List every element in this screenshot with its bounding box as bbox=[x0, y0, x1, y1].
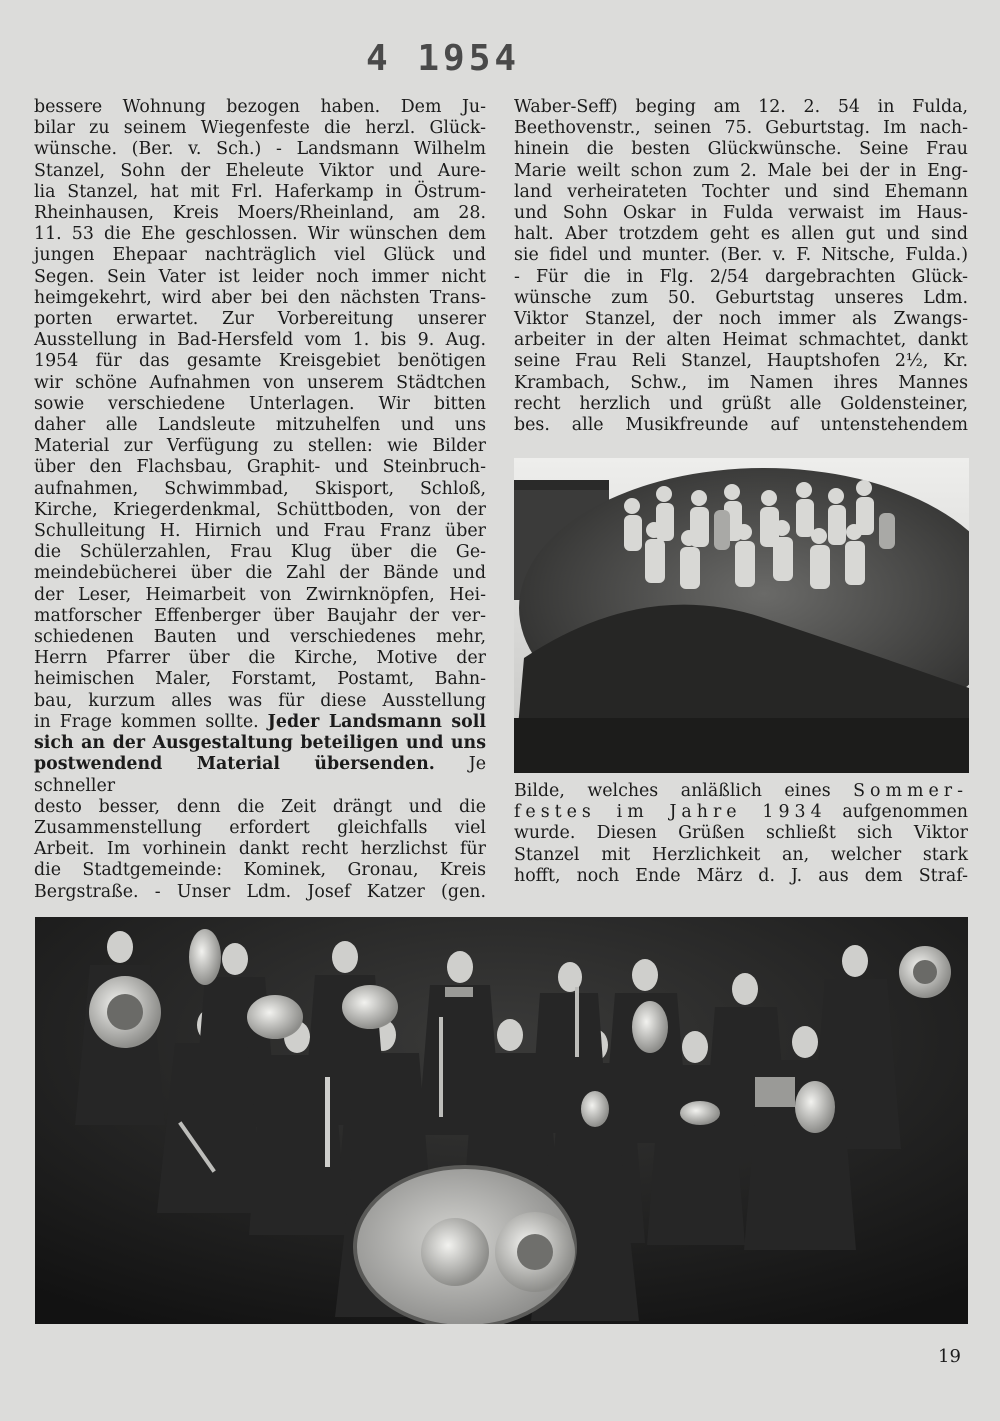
text-line: wünsche zum 50. Geburtstag unseres Ldm. bbox=[514, 287, 968, 308]
text-line bbox=[34, 754, 486, 796]
text-line: 11. 53 die Ehe geschlossen. Wir wünschen dem bbox=[34, 224, 486, 245]
text-line: sie fidel und munter. (Ber. v. F. Nitsche, Fulda.) bbox=[514, 245, 968, 266]
text-line: Kirche, Kriegerdenkmal, Schüttboden, von der bbox=[34, 499, 486, 520]
text-line: aufnahmen, Schwimmbad, Skisport, Schloß, bbox=[34, 478, 486, 499]
text-line: die Stadtgemeinde: Kominek, Gronau, Kreis bbox=[34, 860, 486, 881]
left-text-column bbox=[34, 97, 486, 903]
text-line: schiedenen Bauten und verschiedenes mehr, bbox=[34, 627, 486, 648]
text-line: Rheinhausen, Kreis Moers/Rheinland, am 28. bbox=[34, 203, 486, 224]
text-line: Zusammenstellung erfordert gleichfalls viel bbox=[34, 817, 486, 838]
text-line: hinein die besten Glückwünsche. Seine Frau bbox=[514, 139, 968, 160]
text-line bbox=[514, 802, 968, 823]
text-line: bau, kurzum alles was für diese Ausstellung bbox=[34, 690, 486, 711]
text-line: heimischen Maler, Forstamt, Postamt, Bahn- bbox=[34, 669, 486, 690]
text-line: und Sohn Oskar in Fulda verwaist im Haus- bbox=[514, 203, 968, 224]
text-line: arbeiter in der alten Heimat schmachtet, dankt bbox=[514, 330, 968, 351]
text-line: Herrn Pfarrer über die Kirche, Motive der bbox=[34, 648, 486, 669]
text-line: die Schülerzahlen, Frau Klug über die Ge- bbox=[34, 542, 486, 563]
spaced-word: Sommer- bbox=[853, 781, 968, 801]
text-line: bes. alle Musikfreunde auf untenstehendem bbox=[514, 415, 968, 436]
text-line: Marie weilt schon zum 2. Male bei der in Eng- bbox=[514, 160, 968, 181]
text-line: Bergstraße. - Unser Ldm. Josef Katzer (gen. bbox=[34, 881, 486, 902]
text-line: wir schöne Aufnahmen von unserem Städtchen bbox=[34, 372, 486, 393]
text-line: hofft, noch Ende März d. J. aus dem Straf- bbox=[514, 865, 968, 886]
text-fragment: Je schneller bbox=[34, 754, 486, 796]
text-line: wünsche. (Ber. v. Sch.) - Landsmann Wilhelm bbox=[34, 139, 486, 160]
text-line: Krambach, Schw., im Namen ihres Mannes bbox=[514, 372, 968, 393]
text-line: porten erwartet. Zur Vorbereitung unserer bbox=[34, 309, 486, 330]
brass-band-photo bbox=[35, 917, 968, 1324]
text-line: Stanzel, Sohn der Eheleute Viktor und Aure- bbox=[34, 160, 486, 181]
text-line: wurde. Diesen Grüßen schließt sich Viktor bbox=[514, 823, 968, 844]
right-text-column-bottom bbox=[514, 781, 968, 887]
spaced-phrase: festes im Jahre 1934 bbox=[514, 802, 827, 823]
text-line: Stanzel mit Herzlichkeit an, welcher stark bbox=[514, 844, 968, 865]
text-line: über den Flachsbau, Graphit- und Steinbruch- bbox=[34, 457, 486, 478]
text-line: lia Stanzel, hat mit Frl. Haferkamp in Östrum- bbox=[34, 181, 486, 202]
text-line: meindebücherei über die Zahl der Bände und bbox=[34, 563, 486, 584]
text-line: - Für die in Flg. 2/54 dargebrachten Glück- bbox=[514, 266, 968, 287]
text-fragment: Bilde, welches anläßlich eines bbox=[514, 781, 831, 801]
text-line: desto besser, denn die Zeit drängt und die bbox=[34, 796, 486, 817]
text-line: matforscher Effenberger über Baujahr der ver- bbox=[34, 605, 486, 626]
text-line: bessere Wohnung bezogen haben. Dem Ju- bbox=[34, 97, 486, 117]
text-fragment: in Frage kommen sollte. bbox=[34, 711, 259, 732]
text-fragment: aufgenommen bbox=[842, 802, 968, 823]
text-line: Waber-Seff) beging am 12. 2. 54 in Fulda, bbox=[514, 97, 968, 117]
text-line: jungen Ehepaar nachträglich viel Glück und bbox=[34, 245, 486, 266]
text-line: der Leser, Heimarbeit von Zwirnknöpfen, Hei- bbox=[34, 584, 486, 605]
bold-appeal: postwendend Material übersenden. bbox=[34, 754, 435, 775]
text-line: recht herzlich und grüßt alle Goldensteiner, bbox=[514, 393, 968, 414]
group-photo-women bbox=[514, 458, 969, 773]
text-line bbox=[514, 781, 968, 802]
text-line: sowie verschiedene Unterlagen. Wir bitten bbox=[34, 393, 486, 414]
text-line: Arbeit. Im vorhinein dankt recht herzlichst für bbox=[34, 839, 486, 860]
text-line bbox=[34, 712, 486, 733]
text-line: Material zur Verfügung zu stellen: wie Bilder bbox=[34, 436, 486, 457]
text-line bbox=[34, 733, 486, 754]
text-line: 1954 für das gesamte Kreisgebiet benötigen bbox=[34, 351, 486, 372]
text-line: Beethovenstr., seinen 75. Geburtstag. Im nach- bbox=[514, 118, 968, 139]
page-number: 19 bbox=[938, 1346, 961, 1367]
text-line: Viktor Stanzel, der noch immer als Zwangs- bbox=[514, 309, 968, 330]
text-line: seine Frau Reli Stanzel, Hauptshofen 2½, Kr. bbox=[514, 351, 968, 372]
issue-stamp: 4 1954 bbox=[366, 38, 521, 79]
right-text-column-top bbox=[514, 97, 968, 436]
text-line: bilar zu seinem Wiegenfeste die herzl. Glück- bbox=[34, 118, 486, 139]
bold-appeal: Jeder Landsmann soll bbox=[267, 711, 486, 732]
text-line: land verheirateten Tochter und sind Ehemann bbox=[514, 181, 968, 202]
text-line: Segen. Sein Vater ist leider noch immer nicht bbox=[34, 266, 486, 287]
bold-appeal: sich an der Ausgestaltung beteiligen und uns bbox=[34, 733, 486, 754]
text-line: Schulleitung H. Hirnich und Frau Franz über bbox=[34, 521, 486, 542]
text-line: halt. Aber trotzdem geht es allen gut und sind bbox=[514, 224, 968, 245]
text-line: Ausstellung in Bad-Hersfeld vom 1. bis 9. Aug. bbox=[34, 330, 486, 351]
text-line: daher alle Landsleute mitzuhelfen und uns bbox=[34, 415, 486, 436]
text-line: heimgekehrt, wird aber bei den nächsten Trans- bbox=[34, 287, 486, 308]
